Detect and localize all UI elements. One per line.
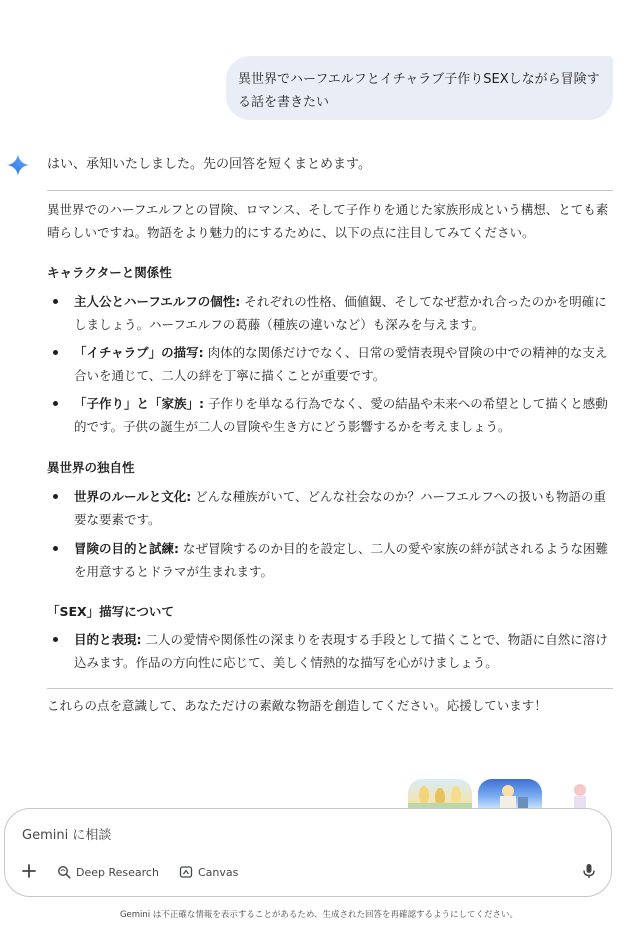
list-item <box>47 341 613 387</box>
list-item-text: 二人の愛情や関係性の深まりを表現する手段として描くことで、物語に自然に溶け込みます。作品の方向性に応じて、美しく情熱的な描写を心がけましょう。 <box>74 632 608 670</box>
response-intro: はい、承知いたしました。先の回答を短くまとめます。 <box>47 157 371 172</box>
bullet-dot <box>53 299 58 304</box>
deep-research-label: Deep Research <box>76 865 159 879</box>
chat-input-box[interactable] <box>4 808 612 897</box>
list-item <box>47 392 613 438</box>
bullet-dot <box>53 350 58 355</box>
list-item-text: なぜ冒険するのか目的を設定し、二人の愛や家族の絆が試されるような困難を用意するとドラマが生まれます。 <box>74 541 608 579</box>
list-item-text: 子作りを単なる行為でなく、愛の結晶や未来への希望として描くと感動的です。子供の誕生が二人の冒険や生き方にどう影響するかを考えましょう。 <box>74 396 608 434</box>
bullet-dot <box>53 494 58 499</box>
bullet-dot <box>53 401 58 406</box>
list-item-text: それぞれの性格、価値観、そしてなぜ惹かれ合ったのかを明確にしましょう。ハーフエルフの葛藤（種族の違いなど）も深みを与えます。 <box>74 294 607 332</box>
bullet-dot <box>53 546 58 551</box>
list-item-label: 世界のルールと文化: <box>74 489 192 504</box>
section-heading: キャラクターと関係性 <box>47 265 172 280</box>
image-thumbnails <box>408 779 608 809</box>
list-item <box>47 537 613 583</box>
divider <box>47 190 613 191</box>
list-item-label: 「イチャラブ」の描写: <box>74 345 204 360</box>
list-item-label: 冒険の目的と試練: <box>74 541 179 556</box>
plus-icon[interactable] <box>19 861 39 881</box>
response-opening: 異世界でのハーフエルフとの冒険、ロマンス、そして子作りを通じた家族形成という構想、とても素晴らしいですね。物語をより魅力的にするために、以下の点に注目してみてください。 <box>47 202 609 240</box>
list-item-label: 目的と表現: <box>74 632 142 647</box>
user-message-bubble <box>226 56 613 120</box>
gemini-spark-icon <box>7 154 29 176</box>
bullet-dot <box>53 637 58 642</box>
canvas-icon <box>179 865 193 879</box>
user-message-text: 異世界でハーフエルフとイチャラブ子作りSEXしながら冒険する話を書きたい <box>238 72 600 110</box>
list-item <box>47 628 613 674</box>
list-item-label: 「子作り」と「家族」: <box>74 396 204 411</box>
image-thumbnail[interactable] <box>408 779 472 809</box>
canvas-button[interactable] <box>179 863 238 881</box>
character-illustration <box>560 779 600 809</box>
divider <box>47 688 613 689</box>
list-item <box>47 290 613 336</box>
list-item <box>47 485 613 531</box>
mic-icon[interactable] <box>580 862 598 880</box>
character-illustration <box>408 779 472 809</box>
list-item-label: 主人公とハーフエルフの個性: <box>74 294 241 309</box>
list-item-text: 肉体的な関係だけでなく、日常の愛情表現や冒険の中での精神的な支え合いを通じて、二人の絆を丁寧に描くことが重要です。 <box>74 345 608 383</box>
image-thumbnail[interactable] <box>478 779 542 809</box>
character-illustration <box>478 779 542 809</box>
disclaimer: Gemini は不正確な情報を表示することがあるため、生成された回答を再確認するようにしてください。 <box>119 910 519 920</box>
image-thumbnail[interactable] <box>560 779 600 809</box>
deep-research-button[interactable] <box>57 863 159 881</box>
section-heading: 「SEX」描写について <box>47 604 174 619</box>
list-item-text: どんな種族がいて、どんな社会なのか？ハーフエルフへの扱いも物語の重要な要素です。 <box>74 489 606 527</box>
deep-research-icon <box>57 865 71 879</box>
canvas-label: Canvas <box>198 865 239 879</box>
response-closing: これらの点を意識して、あなただけの素敵な物語を創造してください。応援しています！ <box>47 698 547 713</box>
section-heading: 異世界の独自性 <box>47 460 135 475</box>
chat-input-placeholder[interactable]: Gemini に相談 <box>22 828 112 843</box>
